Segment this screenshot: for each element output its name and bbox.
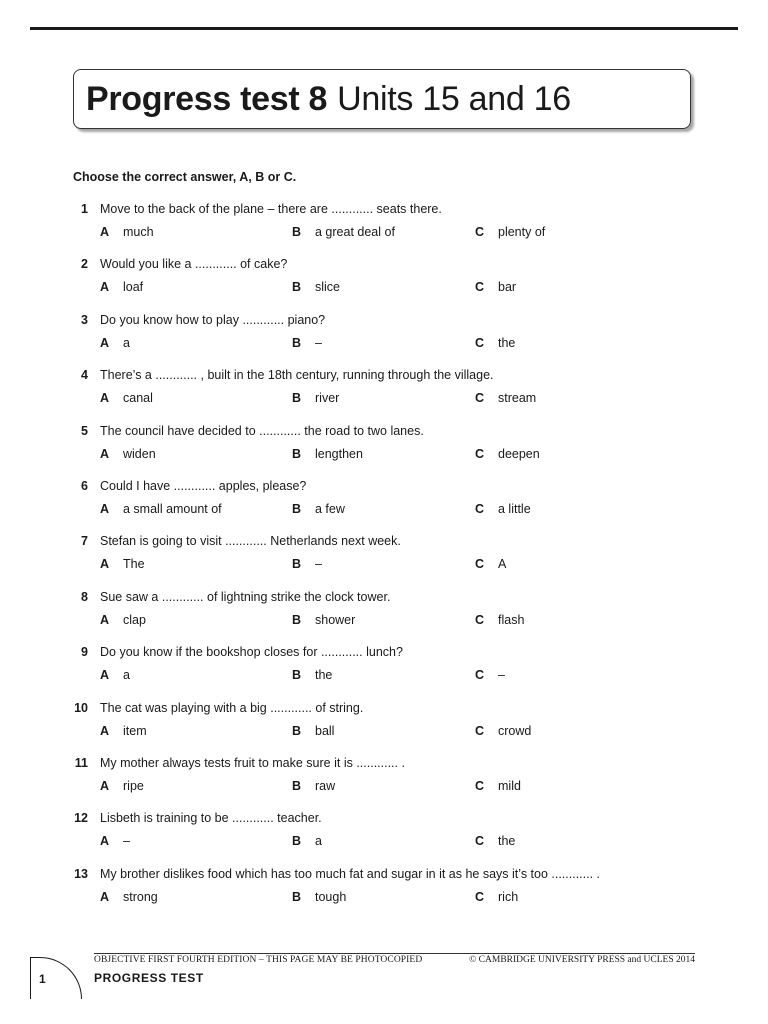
option-text: clap — [123, 612, 146, 627]
option-a[interactable] — [100, 890, 158, 904]
option-text: strong — [123, 889, 158, 904]
option-a[interactable] — [100, 557, 145, 571]
option-c[interactable] — [475, 447, 540, 461]
question-6 — [0, 476, 768, 531]
question-stem: Could I have ............ apples, please? — [100, 478, 307, 493]
option-a[interactable] — [100, 779, 144, 793]
option-letter: B — [292, 335, 302, 350]
option-text: stream — [498, 391, 537, 406]
option-a[interactable] — [100, 336, 130, 350]
option-letter: A — [100, 612, 110, 627]
option-text: the — [498, 834, 516, 849]
option-text: – — [315, 557, 322, 572]
option-letter: B — [292, 889, 302, 904]
option-letter: C — [475, 668, 485, 683]
option-c[interactable] — [475, 391, 536, 405]
option-b[interactable] — [292, 391, 339, 405]
footer-copyright-left: OBJECTIVE FIRST FOURTH EDITION – THIS PAGE MAY BE PHOTOCOPIED — [94, 955, 423, 965]
option-text: a great deal of — [315, 225, 395, 239]
question-number: 2 — [81, 257, 88, 272]
option-c[interactable] — [475, 613, 524, 627]
option-text: plenty of — [498, 225, 546, 239]
option-b[interactable] — [292, 834, 322, 848]
question-number: 3 — [81, 312, 88, 327]
option-text: A — [498, 557, 507, 572]
question-10 — [0, 698, 768, 753]
question-number: 10 — [74, 700, 88, 715]
question-stem: Do you know if the bookshop closes for ............ lunch? — [100, 645, 403, 660]
option-text: widen — [123, 446, 156, 461]
option-letter: A — [100, 778, 110, 793]
option-letter: C — [475, 889, 485, 904]
option-text: tough — [315, 889, 347, 904]
footer-rule — [94, 953, 695, 954]
option-b[interactable] — [292, 502, 345, 516]
option-letter: C — [475, 335, 485, 350]
question-number: 12 — [74, 811, 88, 826]
option-b[interactable] — [292, 890, 346, 904]
option-text: slice — [315, 280, 341, 295]
option-text: the — [315, 668, 333, 683]
question-stem: There’s a ............ , built in the 18th century, running through the village. — [100, 368, 494, 383]
page-number: 1 — [39, 972, 46, 986]
option-letter: B — [292, 446, 302, 461]
option-letter: A — [100, 889, 110, 904]
option-b[interactable] — [292, 447, 363, 461]
option-c[interactable] — [475, 336, 515, 350]
instruction: Choose the correct answer, A, B or C. — [73, 170, 297, 184]
question-number: 5 — [81, 423, 88, 438]
option-c[interactable] — [475, 834, 515, 848]
option-b[interactable] — [292, 724, 334, 738]
option-text: shower — [315, 612, 356, 627]
question-8 — [0, 587, 768, 642]
title-box — [73, 69, 691, 129]
option-a[interactable] — [100, 724, 147, 738]
option-letter: A — [100, 557, 110, 572]
option-letter: B — [292, 280, 302, 295]
option-letter: A — [100, 280, 110, 295]
title-bold: Progress test 8 — [86, 79, 328, 118]
question-number: 1 — [81, 202, 88, 216]
option-letter: C — [475, 723, 485, 738]
option-b[interactable] — [292, 779, 335, 793]
option-b[interactable] — [292, 613, 355, 627]
question-stem: Lisbeth is training to be ............ teacher. — [100, 811, 322, 826]
option-letter: C — [475, 280, 485, 295]
question-stem: My brother dislikes food which has too much fat and sugar in it as he says it’s too ............ . — [100, 866, 601, 881]
question-number: 7 — [81, 534, 88, 549]
option-letter: A — [100, 391, 110, 406]
option-text: the — [498, 335, 516, 350]
option-c[interactable] — [475, 557, 506, 571]
question-1 — [0, 199, 768, 254]
question-7 — [0, 531, 768, 586]
option-letter: A — [100, 834, 110, 849]
option-letter: A — [100, 446, 110, 461]
title-units: Units 15 and 16 — [337, 79, 571, 118]
option-text: raw — [315, 778, 336, 793]
option-letter: C — [475, 612, 485, 627]
option-a[interactable] — [100, 502, 222, 516]
option-b[interactable] — [292, 336, 322, 350]
option-text: much — [123, 225, 154, 239]
option-letter: C — [475, 501, 485, 516]
question-4 — [0, 365, 768, 420]
footer-copyright-right: © CAMBRIDGE UNIVERSITY PRESS and UCLES 2014 — [469, 955, 695, 965]
option-letter: A — [100, 335, 110, 350]
option-c[interactable] — [475, 225, 545, 239]
option-letter: B — [292, 834, 302, 849]
option-text: bar — [498, 280, 517, 295]
option-b[interactable] — [292, 280, 340, 294]
footer-label: PROGRESS TEST — [94, 971, 204, 985]
option-text: deepen — [498, 446, 540, 461]
option-b[interactable] — [292, 668, 332, 682]
option-b[interactable] — [292, 225, 395, 239]
question-stem: Would you like a ............ of cake? — [100, 257, 288, 272]
question-3 — [0, 310, 768, 365]
option-letter: A — [100, 668, 110, 683]
option-text: flash — [498, 612, 525, 627]
option-text: a small amount of — [123, 501, 222, 516]
question-5 — [0, 421, 768, 476]
option-letter: B — [292, 668, 302, 683]
option-text: a — [123, 668, 130, 683]
option-c[interactable] — [475, 890, 518, 904]
option-a[interactable] — [100, 668, 130, 682]
option-text: a — [315, 834, 322, 849]
question-stem: Do you know how to play ............ piano? — [100, 312, 326, 327]
option-letter: C — [475, 557, 485, 572]
option-c[interactable] — [475, 724, 531, 738]
option-text: item — [123, 723, 147, 738]
option-letter: B — [292, 778, 302, 793]
option-a[interactable] — [100, 391, 153, 405]
question-stem: Move to the back of the plane – there are ............ seats there. — [100, 202, 442, 216]
option-letter: C — [475, 446, 485, 461]
option-a[interactable] — [100, 225, 154, 239]
option-text: ball — [315, 723, 335, 738]
question-stem: Stefan is going to visit ............ Netherlands next week. — [100, 534, 401, 549]
option-text: a few — [315, 501, 345, 516]
option-letter: A — [100, 225, 110, 239]
question-number: 9 — [81, 645, 88, 660]
option-letter: C — [475, 834, 485, 849]
option-c[interactable] — [475, 779, 521, 793]
option-letter: B — [292, 225, 302, 239]
question-12 — [0, 808, 768, 863]
option-text: rich — [498, 889, 519, 904]
option-a[interactable] — [100, 834, 130, 848]
option-letter: B — [292, 501, 302, 516]
option-letter: B — [292, 391, 302, 406]
option-text: a little — [498, 501, 531, 516]
option-text: loaf — [123, 280, 144, 295]
question-stem: The cat was playing with a big ............ of string. — [100, 700, 364, 715]
option-b[interactable] — [292, 557, 322, 571]
option-text: ripe — [123, 778, 144, 793]
option-letter: A — [100, 501, 110, 516]
option-a[interactable] — [100, 613, 146, 627]
question-stem: My mother always tests fruit to make sure it is ............ . — [100, 755, 405, 770]
question-stem: The council have decided to ............ the road to two lanes. — [100, 423, 424, 438]
option-a[interactable] — [100, 447, 156, 461]
option-letter: C — [475, 391, 485, 406]
option-text: canal — [123, 391, 153, 406]
option-c[interactable] — [475, 668, 505, 682]
top-rule — [30, 27, 738, 30]
option-text: a — [123, 335, 130, 350]
question-number: 6 — [81, 478, 88, 493]
question-11 — [0, 753, 768, 808]
option-letter: C — [475, 778, 485, 793]
option-c[interactable] — [475, 280, 516, 294]
option-letter: B — [292, 612, 302, 627]
option-text: river — [315, 391, 340, 406]
option-text: – — [315, 335, 322, 350]
option-text: – — [123, 834, 130, 849]
option-letter: B — [292, 557, 302, 572]
question-number: 11 — [74, 755, 88, 770]
option-letter: C — [475, 225, 485, 239]
option-text: mild — [498, 778, 521, 793]
option-letter: A — [100, 723, 110, 738]
question-2 — [0, 254, 768, 309]
question-list — [0, 199, 768, 919]
option-text: – — [498, 668, 505, 683]
question-number: 13 — [74, 866, 88, 881]
question-number: 8 — [81, 589, 88, 604]
option-c[interactable] — [475, 502, 531, 516]
question-13 — [0, 864, 768, 919]
question-stem: Sue saw a ............ of lightning strike the clock tower. — [100, 589, 391, 604]
option-text: The — [123, 557, 145, 572]
question-number: 4 — [81, 368, 88, 383]
option-text: lengthen — [315, 446, 363, 461]
option-letter: B — [292, 723, 302, 738]
option-text: crowd — [498, 723, 532, 738]
question-9 — [0, 642, 768, 697]
page-tab — [30, 957, 82, 999]
option-a[interactable] — [100, 280, 143, 294]
